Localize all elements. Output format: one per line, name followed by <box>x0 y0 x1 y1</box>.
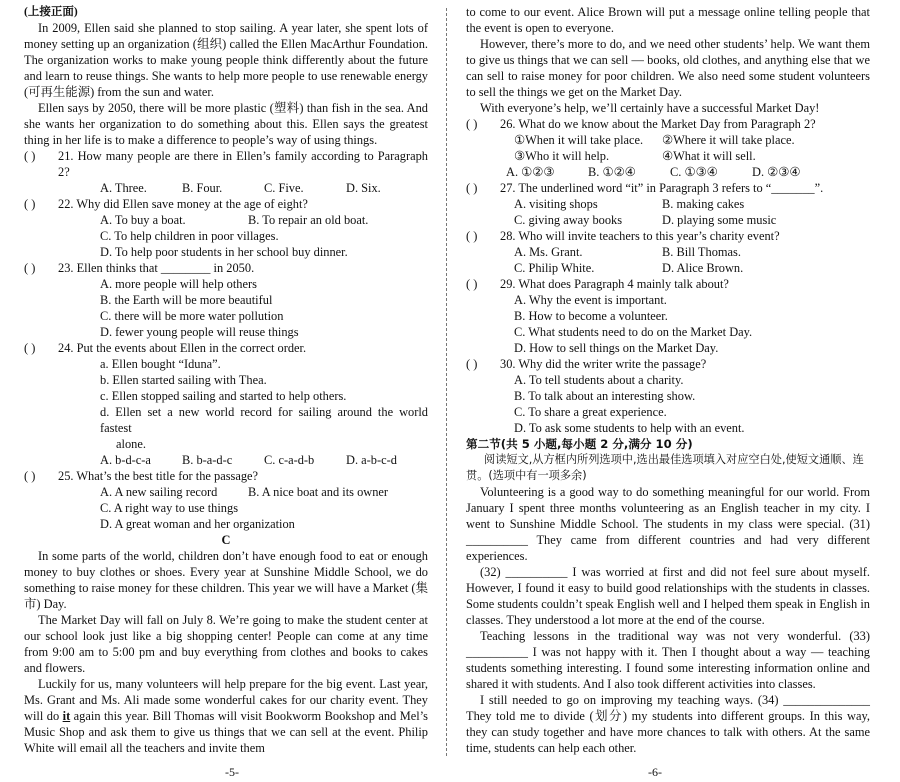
passage-paragraph: The Market Day will fall on July 8. We’re going to make the student center at our school look just like a big shopping center! People can come at any time from 9:00 am to 5:00 pm and buy everything from clothes and books to cakes and flowers. <box>24 613 428 675</box>
passage-paragraph: Ellen says by 2050, there will be more plastic (塑料) than fish in the sea. And she wants her organization to do something about this. Ellen says the greatest thing in her life is to make a difference to people’s way of using things. <box>24 101 428 147</box>
passage-paragraph: I still needed to go on improving my teaching ways. (34) ______________ They told me to divide (划分) my students into different groups. In this way, they can study together and have more chances to talk with others. At the same time, students can help each other. <box>466 693 870 755</box>
option: D. To help poor students in her school buy dinner. <box>100 245 348 259</box>
item: ③Who it will help. <box>514 149 610 163</box>
option: C. there will be more water pollution <box>100 309 284 323</box>
option: B. Bill Thomas. <box>662 245 741 259</box>
passage-paragraph: With everyone’s help, we’ll certainly have a successful Market Day! <box>480 101 820 115</box>
answer-blank: ( ) <box>466 117 478 131</box>
column-divider <box>446 8 447 756</box>
option: C. giving away books <box>514 213 623 227</box>
option: A. To tell students about a charity. <box>514 373 684 387</box>
question-text: 30. Why did the writer write the passage? <box>500 357 707 371</box>
page-number-left: -5- <box>225 765 239 779</box>
option: B. making cakes <box>662 197 745 211</box>
option: D. Alice Brown. <box>662 261 744 275</box>
option: B. To repair an old boat. <box>248 213 369 227</box>
section-c-heading: C <box>221 533 231 547</box>
option: D. Six. <box>346 181 381 195</box>
option: A. Ms. Grant. <box>514 245 583 259</box>
passage-paragraph <box>24 676 428 756</box>
options-row <box>466 164 870 180</box>
event-item: a. Ellen bought “Iduna”. <box>100 357 221 371</box>
option: A. A new sailing record <box>100 485 218 499</box>
item: ②Where it will take place. <box>662 133 795 147</box>
question-25 <box>24 468 428 484</box>
option: D. ②③④ <box>752 165 801 179</box>
question-text: 22. Why did Ellen save money at the age of eight? <box>58 197 308 211</box>
answer-blank: ( ) <box>24 149 36 163</box>
option: D. How to sell things on the Market Day. <box>514 341 719 355</box>
options-row <box>24 212 428 228</box>
question-24 <box>24 340 428 356</box>
option: B. the Earth will be more beautiful <box>100 293 273 307</box>
passage-paragraph: Volunteering is a good way to do something meaningful for our world. From January I spent three months volunteering as an English teacher in my city. I went to Sunshine Middle School. The students in my class were special. (31) __________ They came from different countries and had very different experiences. <box>466 485 870 563</box>
options-row <box>466 212 870 228</box>
option: C. To help children in poor villages. <box>100 229 279 243</box>
item: ④What it will sell. <box>662 149 756 163</box>
items-row <box>466 132 870 148</box>
option: C. c-a-d-b <box>264 453 315 467</box>
answer-blank: ( ) <box>466 277 478 291</box>
text-run: Luckily for us, many volunteers will help prepare for the big event. Last year, Ms. Grant and Ms. Ali made some wonderful cakes for our charity event. They will do <box>24 677 428 723</box>
option: B. Four. <box>182 181 223 195</box>
event-item: c. Ellen stopped sailing and started to help others. <box>100 389 347 403</box>
question-22 <box>24 196 428 212</box>
question-23 <box>24 260 428 276</box>
option: A. Why the event is important. <box>514 293 667 307</box>
answer-blank: ( ) <box>466 229 478 243</box>
event-item: d. Ellen set a new world record for sailing around the world fastest <box>100 405 428 435</box>
option: A. To buy a boat. <box>100 213 186 227</box>
passage-paragraph: Teaching lessons in the traditional way was not very wonderful. (33) __________ I was not happy with it. Then I thought about a way — teaching students something interesting. I found some interesting information online and shared it with students. And I also took different activities into classes. <box>466 629 870 691</box>
passage-paragraph: In 2009, Ellen said she planned to stop sailing. A year later, she spent lots of money setting up an organization (组织) called the Ellen MacArthur Foundation. The organization works to make young people think differently about the future and learn to reuse things. She wants to help more people to use renewable energy (可再生能源) from the sun and water. <box>24 21 428 99</box>
question-text: 24. Put the events about Ellen in the correct order. <box>58 341 307 355</box>
question-text: 26. What do we know about the Market Day from Paragraph 2? <box>500 117 816 131</box>
option: C. What students need to do on the Market Day. <box>514 325 753 339</box>
option: A. Three. <box>100 181 147 195</box>
option: B. b-a-d-c <box>182 453 233 467</box>
answer-blank: ( ) <box>24 469 36 483</box>
left-column <box>24 4 428 756</box>
section-2-instructions: 阅读短文,从方框内所列选项中,选出最佳选项填入对应空白处,使短文通顺、连贯。(选项中有一项多余) <box>466 453 864 482</box>
options-row <box>466 260 870 276</box>
option: B. How to become a volunteer. <box>514 309 668 323</box>
option: C. Philip White. <box>514 261 595 275</box>
event-item: b. Ellen started sailing with Thea. <box>100 373 267 387</box>
options-row <box>24 180 428 196</box>
option: B. ①②④ <box>588 165 636 179</box>
question-28 <box>466 228 870 244</box>
options-row <box>466 244 870 260</box>
option: A. b-d-c-a <box>100 453 151 467</box>
option: B. A nice boat and its owner <box>248 485 389 499</box>
option: A. visiting shops <box>514 197 598 211</box>
question-text: 28. Who will invite teachers to this year’s charity event? <box>500 229 780 243</box>
right-column <box>466 4 870 756</box>
item: ①When it will take place. <box>514 133 644 147</box>
question-21 <box>24 148 428 180</box>
options-row <box>24 484 428 500</box>
option: D. fewer young people will reuse things <box>100 325 299 339</box>
question-27 <box>466 180 870 196</box>
continued-label: (上接正面) <box>24 6 78 18</box>
passage-paragraph: to come to our event. Alice Brown will put a message online telling people that the event is open to everyone. <box>466 5 870 35</box>
page-number-right: -6- <box>648 765 662 779</box>
question-text: 29. What does Paragraph 4 mainly talk about? <box>500 277 729 291</box>
passage-paragraph: (32) __________ I was worried at first and did not feel sure about myself. However, I found it easy to build good relationships with the students in classes. Some students couldn’t speak English well and I helped them speak in English in classes. They understood a lot more at the end of the course. <box>466 565 870 627</box>
text-run: again this year. Bill Thomas will visit Bookworm Bookshop and Mel’s Music Shop and ask them to give us things that we can sell at the event. Philip White will email all the teachers and invite them <box>24 709 428 755</box>
option: C. A right way to use things <box>100 501 239 515</box>
section-2-heading: 第二节(共 5 小题,每小题 2 分,满分 10 分) <box>466 437 693 451</box>
option: D. A great woman and her organization <box>100 517 295 531</box>
question-text: 23. Ellen thinks that ________ in 2050. <box>58 261 255 275</box>
option: C. ①③④ <box>670 165 718 179</box>
option: C. To share a great experience. <box>514 405 667 419</box>
question-text: 21. How many people are there in Ellen’s family according to Paragraph 2? <box>58 149 428 179</box>
option: A. ①②③ <box>506 165 555 179</box>
question-29 <box>466 276 870 292</box>
question-30 <box>466 356 870 372</box>
question-text: 25. What’s the best title for the passage? <box>58 469 259 483</box>
items-row <box>466 148 870 164</box>
passage-paragraph: However, there’s more to do, and we need other students’ help. We want them to give us things that we can sell — books, old clothes, and anything else that we can sell to raise money for poor children. We also need some student volunteers to sell the things we get on the Market Day. <box>466 37 870 99</box>
event-item-cont: alone. <box>116 437 146 451</box>
answer-blank: ( ) <box>24 197 36 211</box>
option: D. a-b-c-d <box>346 453 397 467</box>
answer-blank: ( ) <box>24 341 36 355</box>
answer-blank: ( ) <box>466 357 478 371</box>
option: C. Five. <box>264 181 304 195</box>
passage-paragraph: In some parts of the world, children don’t have enough food to eat or enough money to buy clothes or shoes. Every year at Sunshine Middle School, we do something to raise money for these children. This year we will have a Market (集市) Day. <box>24 549 428 611</box>
option: A. more people will help others <box>100 277 257 291</box>
question-26 <box>466 116 870 132</box>
underlined-word: it <box>62 709 71 723</box>
answer-blank: ( ) <box>24 261 36 275</box>
option: D. playing some music <box>662 213 777 227</box>
question-text: 27. The underlined word “it” in Paragraph 3 refers to “_______”. <box>500 181 824 195</box>
option: B. To talk about an interesting show. <box>514 389 696 403</box>
options-row <box>466 196 870 212</box>
options-row <box>24 452 428 468</box>
answer-blank: ( ) <box>466 181 478 195</box>
option: D. To ask some students to help with an event. <box>514 421 745 435</box>
